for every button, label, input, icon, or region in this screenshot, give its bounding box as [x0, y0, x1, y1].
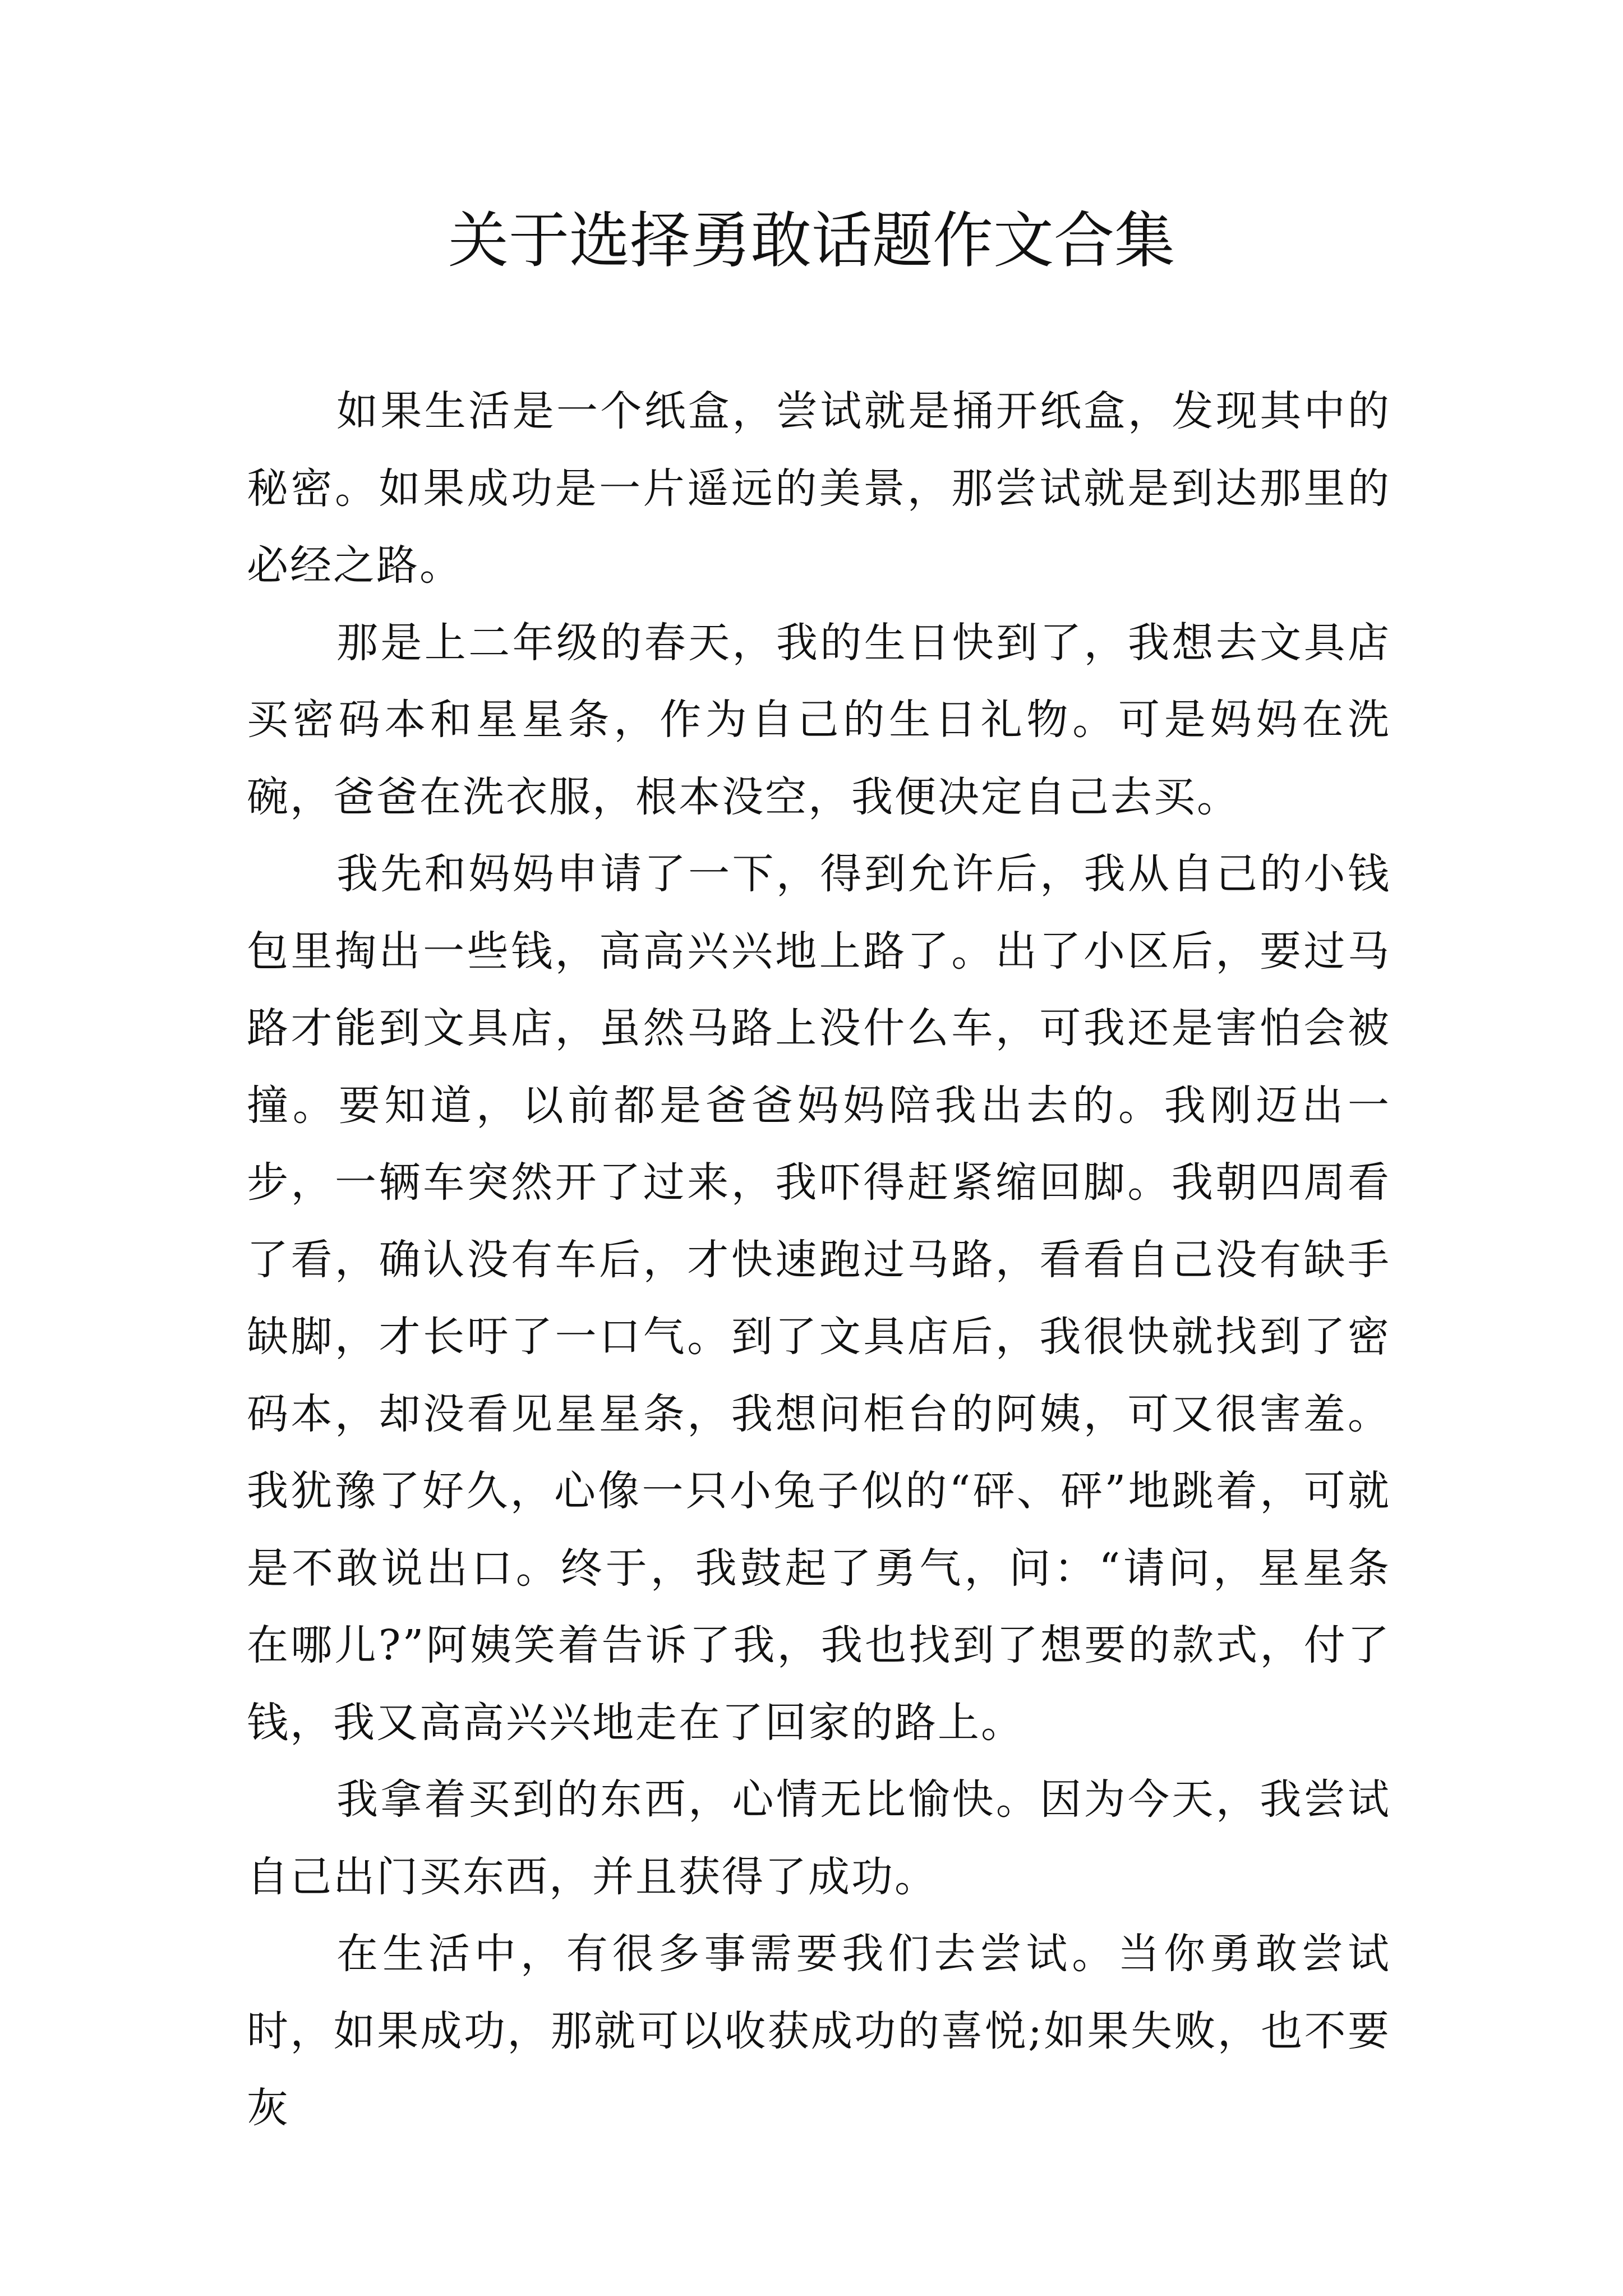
paragraph: 那是上二年级的春天，我的生日快到了，我想去文具店买密码本和星星条，作为自己的生日礼物。可是妈妈在洗碗，爸爸在洗衣服，根本没空，我便决定自己去买。 — [247, 618, 1391, 821]
paragraph: 我拿着买到的东西，心情无比愉快。因为今天，我尝试自己出门买东西，并且获得了成功。 — [247, 1775, 1391, 1901]
document-body — [247, 373, 1391, 2147]
paragraph: 我先和妈妈申请了一下，得到允许后，我从自己的小钱包里掏出一些钱，高高兴兴地上路了。出了小区后，要过马路才能到文具店，虽然马路上没什么车，可我还是害怕会被撞。要知道，以前都是爸爸妈妈陪我出去的。我刚迈出一步，一辆车突然开了过来，我吓得赶紧缩回脚。我朝四周看了看，确认没有车后，才快速跑过马路，看看自己没有缺手缺脚，才长吁了一口气。到了文具店后，我很快就找到了密码本，却没看见星星条，我想问柜台的阿姨，可又很害羞。我犹豫了好久，心像一只小兔子似的“砰、砰”地跳着，可就是不敢说出口。终于，我鼓起了勇气，问：“请问，星星条在哪儿?”阿姨笑着告诉了我，我也找到了想要的款式，付了钱，我又高高兴兴地走在了回家的路上。 — [247, 850, 1391, 1747]
paragraph: 如果生活是一个纸盒，尝试就是捅开纸盒，发现其中的秘密。如果成功是一片遥远的美景，那尝试就是到达那里的必经之路。 — [247, 387, 1391, 590]
document-title: 关于选择勇敢话题作文合集 — [448, 206, 1175, 276]
paragraph: 在生活中，有很多事需要我们去尝试。当你勇敢尝试时，如果成功，那就可以收获成功的喜悦;如果失败，也不要灰 — [247, 1930, 1391, 2132]
